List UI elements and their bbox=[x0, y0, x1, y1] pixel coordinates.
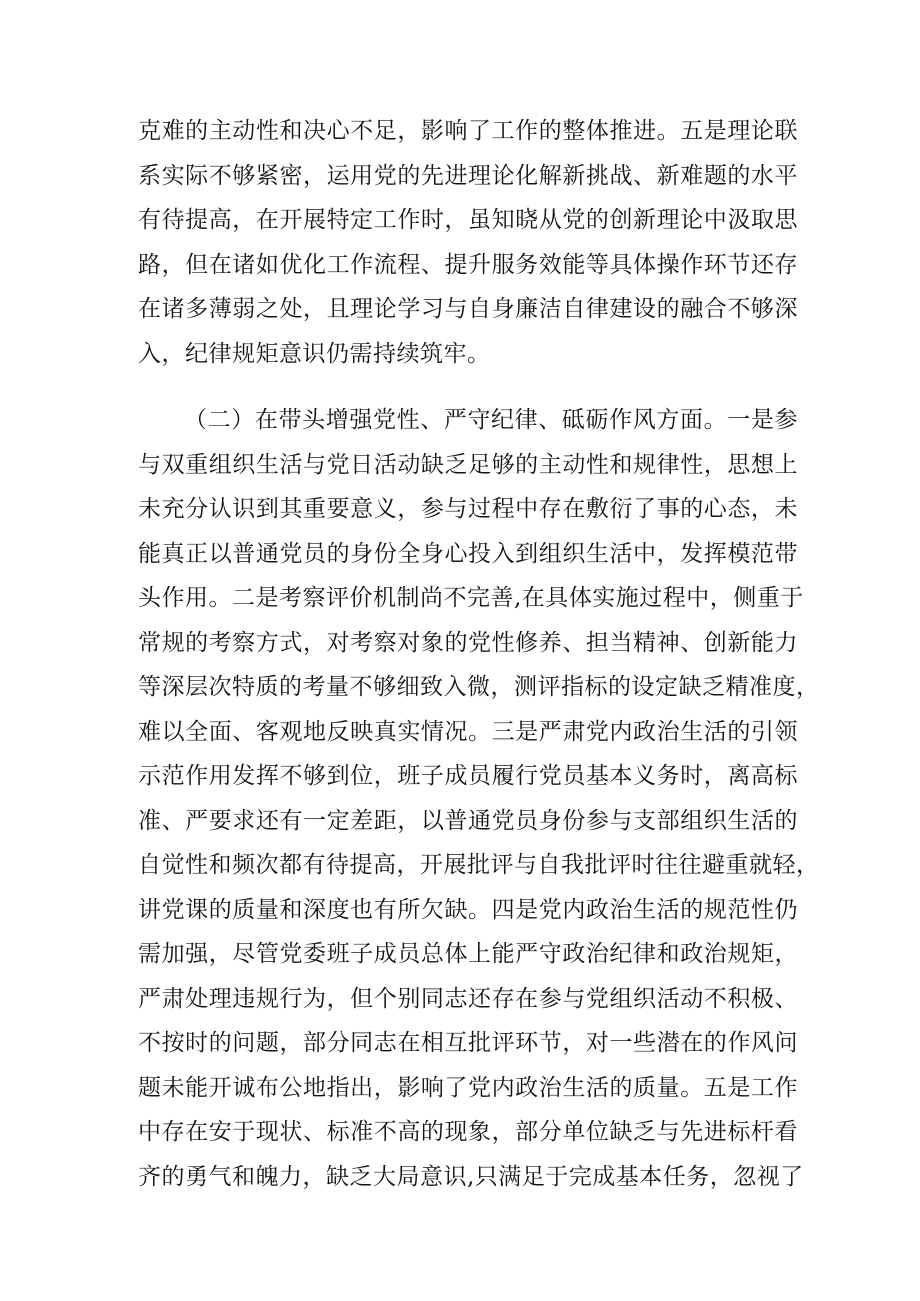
paragraph-line: 未充分认识到其重要意义，参与过程中存在敷衍了事的心态，未 bbox=[138, 496, 798, 522]
paragraph-line: 入，纪律规矩意识仍需持续筑牢。 bbox=[138, 340, 491, 367]
paragraph-2 bbox=[138, 398, 820, 1199]
paragraph-1 bbox=[138, 109, 798, 376]
document-body bbox=[138, 109, 820, 1199]
paragraph-line: 不按时的问题，部分同志在相互批评环节，对一些潜在的作风问 bbox=[138, 1030, 798, 1056]
paragraph-line: 等深层次特质的考量不够细致入微，测评指标的设定缺乏精准度， bbox=[138, 674, 820, 700]
paragraph-line: 能真正以普通党员的身份全身心投入到组织生活中，发挥模范带 bbox=[138, 540, 798, 567]
paragraph-line: 自觉性和频次都有待提高，开展批评与自我批评时往往避重就轻， bbox=[138, 852, 820, 878]
paragraph-line: 需加强，尽管党委班子成员总体上能严守政治纪律和政治规矩， bbox=[138, 941, 798, 967]
paragraph-line: 在诸多薄弱之处，且理论学习与自身廉洁自律建设的融合不够深 bbox=[138, 296, 798, 322]
paragraph-line: 系实际不够紧密，运用党的先进理论化解新挑战、新难题的水平 bbox=[138, 162, 798, 189]
paragraph-line: 常规的考察方式，对考察对象的党性修养、担当精神、创新能力 bbox=[138, 629, 798, 656]
paragraph-line: 讲党课的质量和深度也有所欠缺。四是党内政治生活的规范性仍 bbox=[138, 896, 798, 923]
paragraph-line: 与双重组织生活与党日活动缺乏足够的主动性和规律性，思想上 bbox=[138, 451, 798, 478]
paragraph-line: 严肃处理违规行为，但个别同志还存在参与党组织活动不积极、 bbox=[138, 985, 798, 1012]
paragraph-line: 头作用。二是考察评价机制尚不完善,在具体实施过程中，侧重于 bbox=[138, 585, 804, 611]
paragraph-line: 齐的勇气和魄力，缺乏大局意识,只满足于完成基本任务，忽视了 bbox=[138, 1163, 804, 1190]
paragraph-spacer bbox=[138, 376, 798, 398]
paragraph-line: 难以全面、客观地反映真实情况。三是严肃党内政治生活的引领 bbox=[138, 718, 798, 745]
paragraph-line: 克难的主动性和决心不足，影响了工作的整体推进。五是理论联 bbox=[138, 118, 798, 144]
paragraph-line: 题未能开诚布公地指出，影响了党内政治生活的质量。五是工作 bbox=[138, 1074, 798, 1101]
paragraph-line: 中存在安于现状、标准不高的现象，部分单位缺乏与先进标杆看 bbox=[138, 1119, 798, 1145]
section-heading-line: （二）在带头增强党性、严守纪律、砥砺作风方面。一是参 bbox=[184, 407, 798, 433]
paragraph-line: 有待提高，在开展特定工作时，虽知晓从党的创新理论中汲取思 bbox=[138, 207, 798, 233]
paragraph-line: 路，但在诸如优化工作流程、提升服务效能等具体操作环节还存 bbox=[138, 251, 798, 278]
paragraph-line: 准、严要求还有一定差距，以普通党员身份参与支部组织生活的 bbox=[138, 807, 798, 834]
paragraph-line: 示范作用发挥不够到位，班子成员履行党员基本义务时，离高标 bbox=[138, 763, 798, 789]
